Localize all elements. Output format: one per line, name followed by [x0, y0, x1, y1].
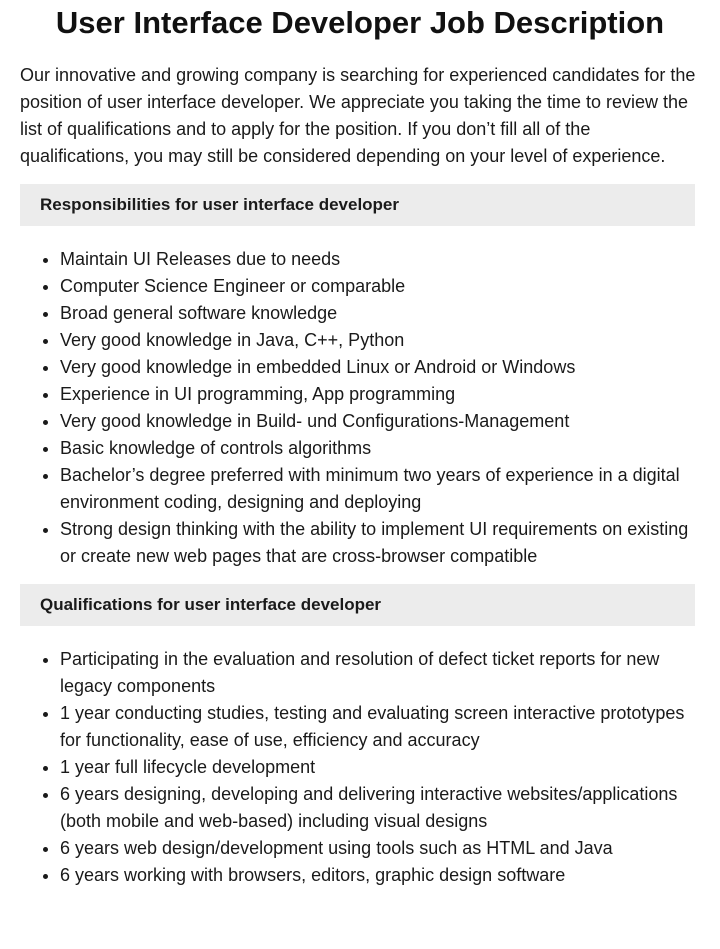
list-item: • 6 years designing, developing and delivering interactive websites/applications (both mobile and web-based) including visual designs	[60, 781, 700, 835]
list-item: • Basic knowledge of controls algorithms	[60, 435, 700, 462]
intro-paragraph: Our innovative and growing company is searching for experienced candidates for the position of user interface developer. We appreciate you taking the time to review the list of qualifications and to apply for the position. If you don’t fill all of the qualifications, you may still be considered depending on your level of experience.	[20, 65, 696, 166]
list-item: • Bachelor’s degree preferred with minimum two years of experience in a digital environment coding, designing and deploying	[60, 462, 700, 516]
sections	[0, 184, 720, 889]
list-item: • Maintain UI Releases due to needs	[60, 246, 700, 273]
list-item: • Participating in the evaluation and resolution of defect ticket reports for new legacy components	[60, 646, 700, 700]
list-item: • Very good knowledge in Java, C++, Python	[60, 327, 700, 354]
list-item: • 6 years working with browsers, editors, graphic design software	[60, 862, 700, 889]
section-list	[20, 246, 700, 570]
list-item: • Broad general software knowledge	[60, 300, 700, 327]
list-item: • Strong design thinking with the ability to implement UI requirements on existing or create new web pages that are cross-browser compatible	[60, 516, 700, 570]
list-item: • Very good knowledge in Build- und Configurations-Management	[60, 408, 700, 435]
list-item: • 1 year full lifecycle development	[60, 754, 700, 781]
list-item: • Experience in UI programming, App programming	[60, 381, 700, 408]
list-item: • Computer Science Engineer or comparable	[60, 273, 700, 300]
section-heading: Responsibilities for user interface developer	[20, 184, 695, 226]
list-item: • Very good knowledge in embedded Linux or Android or Windows	[60, 354, 700, 381]
section-heading: Qualifications for user interface developer	[20, 584, 695, 626]
page-title: User Interface Developer Job Description	[55, 5, 665, 40]
list-item: • 6 years web design/development using tools such as HTML and Java	[60, 835, 700, 862]
list-item: • 1 year conducting studies, testing and evaluating screen interactive prototypes for functionality, ease of use, efficiency and accuracy	[60, 700, 700, 754]
section-list	[20, 646, 700, 889]
